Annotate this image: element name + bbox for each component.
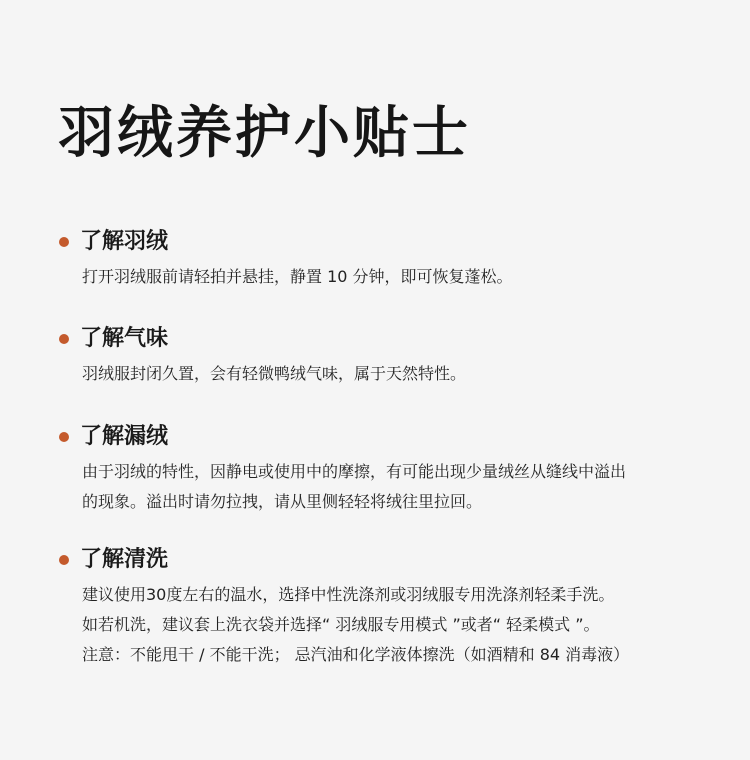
- bullet-dot: [59, 237, 69, 247]
- section-heading: 了解清洗: [80, 547, 169, 572]
- section-body: [82, 262, 702, 292]
- section-heading: 了解羽绒: [80, 229, 169, 254]
- body-text-line: 由于羽绒的特性，因静电或使用中的摩擦，有可能出现少量绒丝从缝线中溢出: [82, 462, 627, 481]
- section-heading: 了解气味: [80, 326, 169, 351]
- section-body: [82, 457, 702, 517]
- body-text-line: 打开羽绒服前请轻拍并悬挂，静置 10 分钟，即可恢复蓬松。: [82, 267, 513, 286]
- section-body: [82, 359, 702, 389]
- body-text-line: 如若机洗，建议套上洗衣袋并选择“ 羽绒服专用模式 ”或者“ 轻柔模式 ”。: [82, 615, 600, 634]
- body-text-line: 注意：不能甩干 / 不能干洗； 忌汽油和化学液体擦洗（如酒精和 84 消毒液）: [82, 645, 630, 664]
- page-title: 羽绒养护小贴士: [58, 101, 471, 166]
- body-text-line: 的现象。溢出时请勿拉拽，请从里侧轻轻将绒往里拉回。: [82, 492, 483, 511]
- body-text-line: 羽绒服封闭久置，会有轻微鸭绒气味，属于天然特性。: [82, 364, 467, 383]
- bullet-dot: [59, 432, 69, 442]
- section-heading: 了解漏绒: [80, 424, 169, 449]
- body-text-line: 建议使用30度左右的温水，选择中性洗涤剂或羽绒服专用洗涤剂轻柔手洗。: [82, 585, 615, 604]
- bullet-dot: [59, 334, 69, 344]
- section-body: [82, 580, 702, 670]
- bullet-dot: [59, 555, 69, 565]
